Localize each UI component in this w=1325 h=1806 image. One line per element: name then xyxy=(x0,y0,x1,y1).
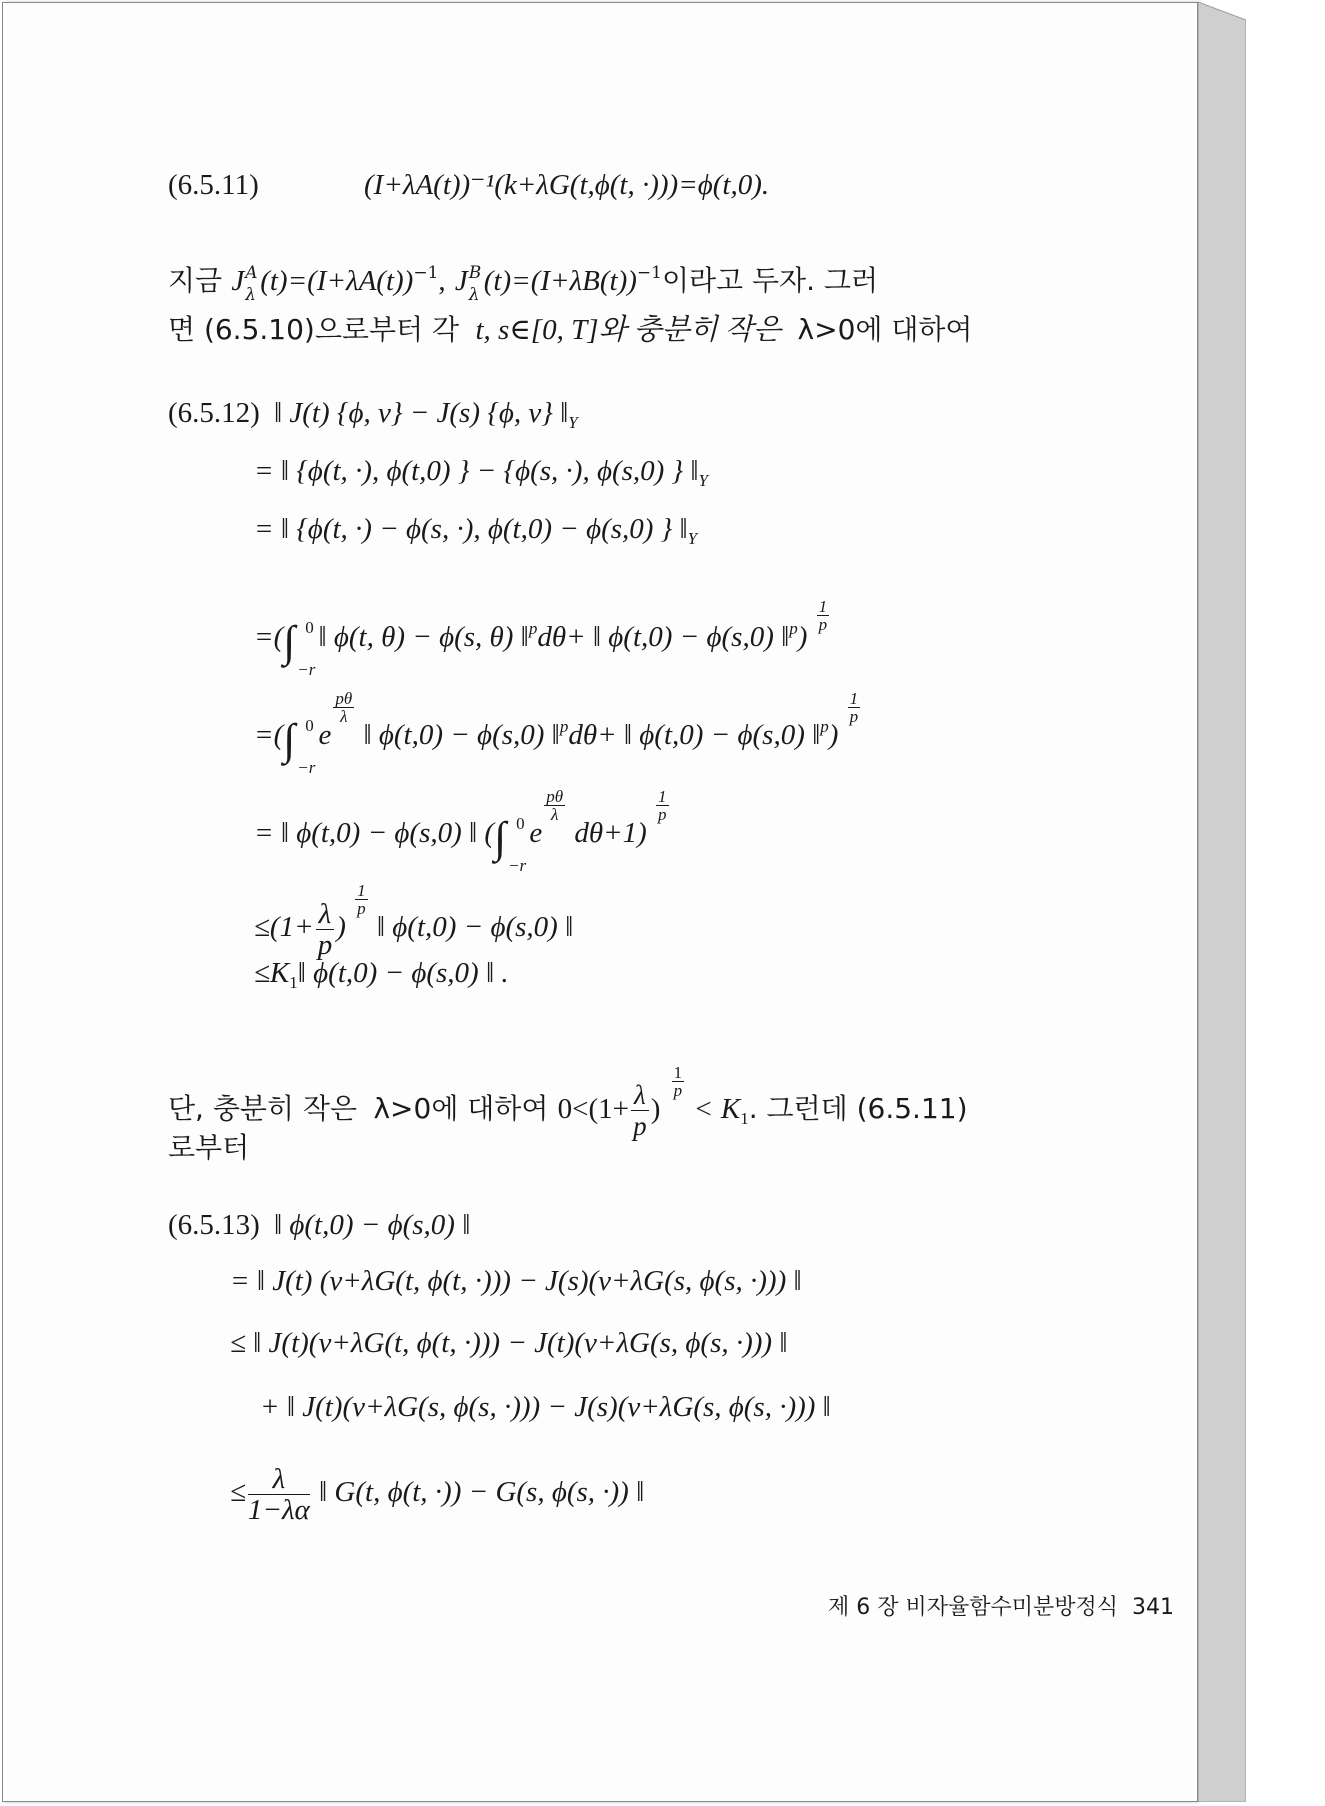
equation-6-5-12-row-6: = ‖ ϕ(t,0) − ϕ(s,0) ‖ (∫ 0 −r e $\frac{p\theta}{\lambda}$ dθ+1) $\frac{1}{p}$ xyxy=(254,787,667,875)
equation-6-5-12-row-1: (6.5.12) ‖ J(t) {ϕ, v} − J(s) {ϕ, v} $‖_Y$ xyxy=(168,397,578,432)
paragraph-line: 단, 충분히 작은 λ>0에 대하여 0<(1+ $\frac{\lambda}{p}$ ) $\frac{1}{p}$ < $K_1$. 그런데 (6.5.11) xyxy=(168,1063,968,1141)
page-edge xyxy=(1198,2,1246,1802)
equation-6-5-12-row-4: =(∫ 0 −r ‖ ϕ(t, θ) − ϕ(s, θ) ‖$^p$dθ+ ‖ ϕ(t,0) − ϕ(s,0) ‖$^p$) $\frac{1}{p}$ xyxy=(254,597,828,679)
equation-6-5-13-row-3: ≤ ‖ J(t)(v+λG(t, ϕ(t, ·))) − J(t)(v+λG(s, ϕ(s, ·))) ‖ xyxy=(230,1327,788,1359)
equation-6-5-12-row-2: = ‖ {ϕ(t, ·), ϕ(t,0) } − {ϕ(s, ·), ϕ(s,0) } $‖_Y$ xyxy=(254,455,709,490)
equation-6-5-13-row-2: = ‖ J(t) (v+λG(t, ϕ(t, ·))) − J(s)(v+λG(s, ϕ(s, ·))) ‖ xyxy=(230,1265,802,1297)
equation-6-5-12-row-3: = ‖ {ϕ(t, ·) − ϕ(s, ·), ϕ(t,0) − ϕ(s,0) } $‖_Y$ xyxy=(254,513,698,548)
equation-number: (6.5.11) xyxy=(168,169,259,201)
page-number: 341 xyxy=(1132,1595,1175,1620)
equation-6-5-11 xyxy=(168,168,769,202)
page-footer xyxy=(828,1590,1174,1621)
paragraph-line: 면 (6.5.10)으로부터 각 t, s∈[0, T]와 충분히 작은 λ>0에 대하여 xyxy=(168,313,973,346)
equation-6-5-12-row-5: =(∫ 0 −r e $\frac{p\theta}{\lambda}$ ‖ ϕ(t,0) − ϕ(s,0) ‖$^p$dθ+ ‖ ϕ(t,0) − ϕ(s,0) ‖$^p$) $\frac{1}{p}$ xyxy=(254,689,859,777)
equation-6-5-13-row-1: (6.5.13) ‖ ϕ(t,0) − ϕ(s,0) ‖ xyxy=(168,1209,471,1241)
chapter-title: 제 6 장 비자율함수미분방정식 xyxy=(828,1595,1119,1620)
equation-number: (6.5.13) xyxy=(168,1209,260,1241)
paragraph-line: 로부터 xyxy=(168,1131,250,1164)
equation-body: (I+λA(t))⁻¹(k+λG(t,ϕ(t, ·)))=ϕ(t,0). xyxy=(364,169,770,201)
paragraph-line: 지금 J A λ $(t)=(I+\lambda A(t))^{-1}$, J B λ $(t)=(I+\lambda B(t))^{-1}$이라고 두자. 그러 xyxy=(168,263,878,305)
equation-6-5-12-row-7: ≤(1+ $\frac{\lambda}{p}$ ) $\frac{1}{p}$ ‖ ϕ(t,0) − ϕ(s,0) ‖ xyxy=(254,881,574,961)
equation-6-5-13-row-5: ≤ $\frac{\lambda}{1-\lambda\alpha}$ ‖ G(t, ϕ(t, ·)) − G(s, ϕ(s, ·)) ‖ xyxy=(230,1463,645,1526)
equation-6-5-13-row-4: + ‖ J(t)(v+λG(s, ϕ(s, ·))) − J(s)(v+λG(s, ϕ(s, ·))) ‖ xyxy=(260,1391,831,1423)
equation-6-5-12-row-8: $\le K_1‖$ ϕ(t,0) − ϕ(s,0) ‖ . xyxy=(254,957,509,992)
equation-number: (6.5.12) xyxy=(168,397,260,429)
